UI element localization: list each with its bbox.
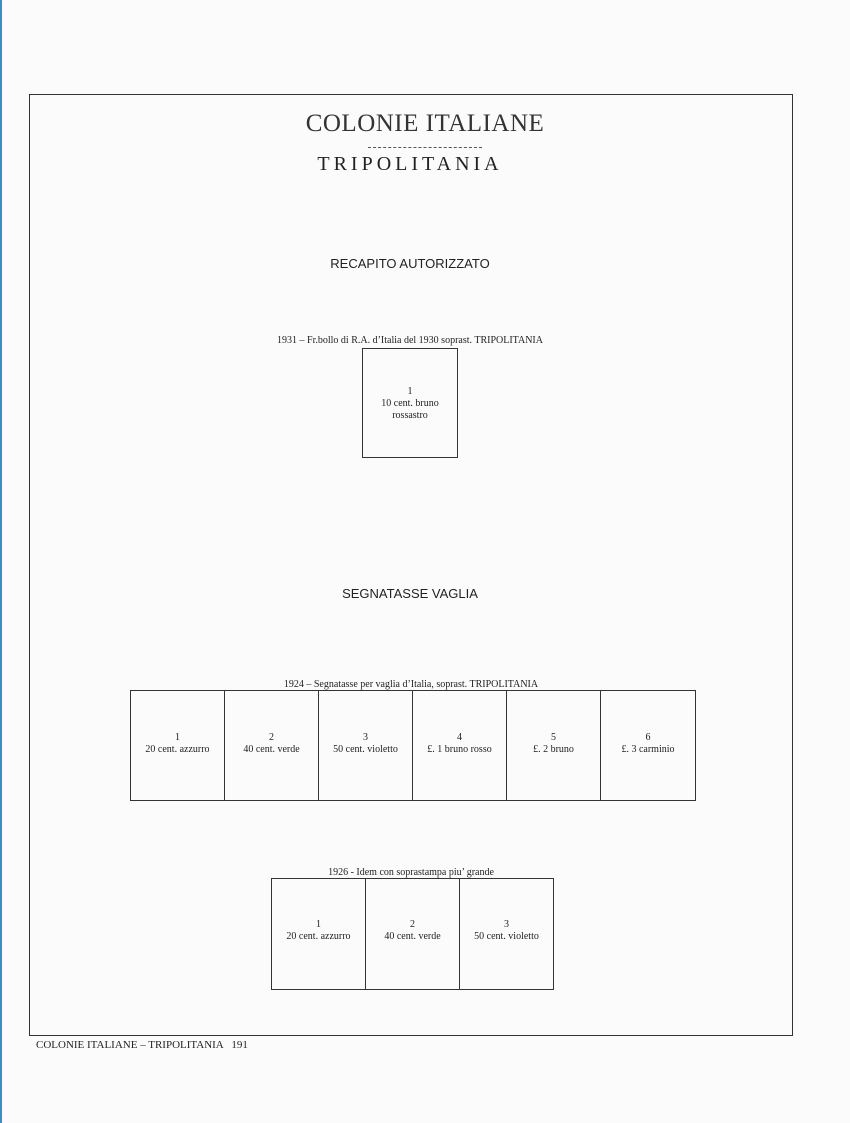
series-title-1931: 1931 – Fr.bollo di R.A. d’Italia del 1930 soprast. TRIPOLITANIA	[277, 335, 543, 346]
page-footer: COLONIE ITALIANE – TRIPOLITANIA 191	[36, 1039, 248, 1051]
stamp-description: £. 3 carminio	[621, 744, 675, 755]
stamp-number: 2	[269, 732, 274, 743]
stamp-description: 20 cent. azzurro	[145, 744, 210, 755]
series-title-1924: 1924 – Segnatasse per vaglia d’Italia, soprast. TRIPOLITANIA	[283, 679, 539, 690]
stamp-description: 40 cent. verde	[243, 744, 300, 755]
stamp-number: 4	[457, 732, 462, 743]
stamp-space	[459, 878, 554, 990]
page-title: COLONIE ITALIANE	[305, 110, 545, 137]
stamp-description: 40 cent. verde	[384, 931, 441, 942]
stamp-description: 20 cent. azzurro	[286, 931, 351, 942]
stamp-space	[130, 690, 225, 801]
stamp-space	[318, 690, 413, 801]
stamp-number: 6	[645, 732, 651, 743]
page-subtitle: TRIPOLITANIA	[317, 153, 503, 175]
stamp-space	[362, 348, 458, 458]
stamp-description: 50 cent. violetto	[474, 931, 539, 942]
series-title-1926: 1926 - Idem con soprastampa piu’ grande	[328, 867, 494, 878]
stamp-description: £. 2 bruno	[533, 744, 574, 755]
stamp-description: 10 cent. bruno rossastro	[381, 398, 439, 421]
stamp-number: 1	[175, 732, 180, 743]
stamp-number: 1	[407, 386, 413, 397]
title-divider	[368, 147, 482, 148]
stamp-number: 2	[410, 919, 415, 930]
stamp-number: 5	[551, 732, 556, 743]
stamp-space	[224, 690, 319, 801]
section-heading-segnatasse: SEGNATASSE VAGLIA	[342, 586, 478, 601]
stamp-row-1924	[130, 690, 696, 801]
stamp-number: 3	[504, 919, 509, 930]
stamp-number: 3	[363, 732, 368, 743]
stamp-row-1926	[271, 878, 554, 990]
stamp-space	[506, 690, 601, 801]
stamp-space	[412, 690, 507, 801]
stamp-space	[600, 690, 696, 801]
stamp-space	[365, 878, 460, 990]
stamp-number: 1	[316, 919, 321, 930]
section-heading-recapito: RECAPITO AUTORIZZATO	[330, 256, 490, 271]
stamp-space	[271, 878, 366, 990]
stamp-description: 50 cent. violetto	[333, 744, 398, 755]
stamp-row-1931	[362, 348, 458, 458]
stamp-description: £. 1 bruno rosso	[427, 744, 492, 755]
